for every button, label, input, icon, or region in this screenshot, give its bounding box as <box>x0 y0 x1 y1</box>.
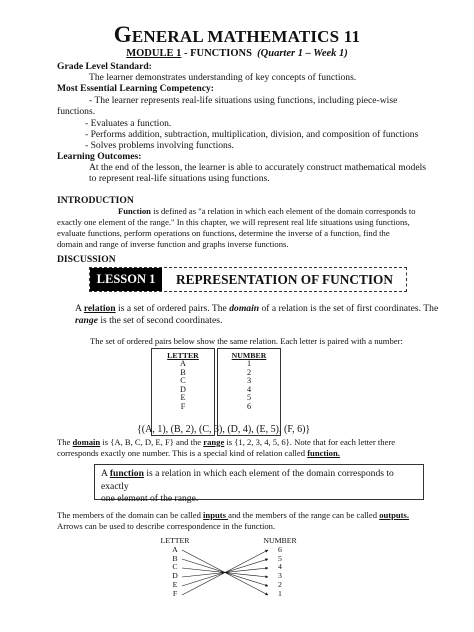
inputs-outputs-line-cont: Arrows can be used to describe correspondence in the function. <box>57 521 276 531</box>
module-label: MODULE 1 <box>126 48 182 59</box>
mapping-letter: E <box>172 579 178 589</box>
letter-cell: E <box>180 393 186 402</box>
title-rest: ENERAL MATHEMATICS 11 <box>131 27 361 46</box>
letter-column-header: LETTER <box>167 351 199 360</box>
inputs-outputs-line: The members of the domain can be called inputs and the members of the range can be called outputs. <box>57 510 410 520</box>
module-quarter: (Quarter 1 – Week 1) <box>257 48 348 59</box>
relation-definition-cont: range is the set of second coordinates. <box>75 315 223 326</box>
number-cell: 5 <box>246 393 252 402</box>
introduction-line: evaluate functions, perform operations on functions, determine the inverse of a function, find the <box>57 228 390 238</box>
mapping-letter: F <box>172 588 178 598</box>
module-topic: - FUNCTIONS <box>181 48 252 59</box>
letter-cell: B <box>180 367 186 377</box>
letter-cell: D <box>180 384 186 394</box>
letter-cell: C <box>180 376 186 385</box>
lesson-badge: LESSON 1 <box>90 268 162 291</box>
number-column-header: NUMBER <box>231 351 267 360</box>
number-cell: 4 <box>246 384 252 394</box>
competency-item: - Evaluates a function. <box>85 118 172 129</box>
outcomes-line: At the end of the lesson, the learner is able to accurately construct mathematical models <box>89 162 426 173</box>
introduction-heading: INTRODUCTION <box>57 195 134 206</box>
lesson-title: REPRESENTATION OF FUNCTION <box>176 272 393 287</box>
mapping-number: 2 <box>278 579 282 589</box>
number-cell: 6 <box>246 401 252 411</box>
title-initial: G <box>113 22 132 47</box>
outcomes-heading: Learning Outcomes: <box>57 151 142 162</box>
grade-level-text: The learner demonstrates understanding of key concepts of functions. <box>89 72 357 83</box>
competency-line: - The learner represents real-life situations using functions, including piece-wise <box>89 95 398 106</box>
mapping-number: 5 <box>278 553 282 563</box>
introduction-line: domain and range of inverse function and graphs inverse functions. <box>57 239 289 249</box>
table-intro: The set of ordered pairs below show the same relation. Each letter is paired with a number: <box>90 336 403 346</box>
outcomes-line: to represent real-life situations using functions. <box>89 173 270 184</box>
function-term: Function <box>118 206 151 216</box>
number-cell: 2 <box>246 367 252 377</box>
mapping-letter: A <box>172 544 178 554</box>
competency-item: - Performs addition, subtraction, multiplication, division, and composition of functions <box>85 129 419 140</box>
function-term: function. <box>307 448 340 458</box>
domain-range-line-cont: corresponds exactly one number. This is a special kind of relation called function. <box>57 448 340 458</box>
range-term: range <box>75 315 98 326</box>
mapping-number: 1 <box>278 588 282 598</box>
introduction-line: exactly one element of the range." In this chapter, we will represent real life situations using functions, <box>57 217 410 227</box>
relation-term: relation <box>83 303 116 314</box>
mapping-number-header: NUMBER <box>263 536 297 545</box>
mapping-number: 6 <box>278 544 282 554</box>
mapping-letter-header: LETTER <box>160 536 190 545</box>
competency-line-cont: functions. <box>57 106 96 117</box>
mapping-letter: C <box>172 562 178 572</box>
grade-level-heading: Grade Level Standard: <box>57 61 152 72</box>
mapping-number: 4 <box>278 562 282 572</box>
function-definition-box: A function is a relation in which each element of the domain corresponds to exactly one element of the range. <box>94 464 424 500</box>
letter-cell: F <box>180 401 186 411</box>
domain-range-line: The domain is {A, B, C, D, E, F} and the range is {1, 2, 3, 4, 5, 6}. Note that for each letter there <box>57 437 396 447</box>
range-term: range <box>203 437 225 447</box>
introduction-line: Function is defined as "a relation in which each element of the domain corresponds to <box>118 206 416 216</box>
mapping-number: 3 <box>278 571 282 581</box>
domain-term: domain <box>229 303 260 314</box>
relation-definition: A relation is a set of ordered pairs. The domain of a relation is the set of first coordinates. The <box>75 303 439 314</box>
letter-cell: A <box>180 359 186 368</box>
domain-term: domain <box>72 437 101 447</box>
discussion-heading: DISCUSSION <box>57 254 116 265</box>
competency-item: - Solves problems involving functions. <box>85 140 234 151</box>
number-cell: 3 <box>246 376 252 385</box>
number-cell: 1 <box>246 359 252 368</box>
ordered-pairs-set: {(A, 1), (B, 2), (C, 3), (D, 4), (E, 5), (F, 6)} <box>137 424 311 435</box>
mapping-letter: B <box>172 553 178 563</box>
outputs-term: outputs. <box>379 510 410 520</box>
mapping-letter: D <box>172 571 178 581</box>
function-term: function <box>109 468 144 479</box>
competency-heading: Most Essential Learning Competency: <box>57 83 214 94</box>
inputs-term: inputs <box>203 510 229 520</box>
